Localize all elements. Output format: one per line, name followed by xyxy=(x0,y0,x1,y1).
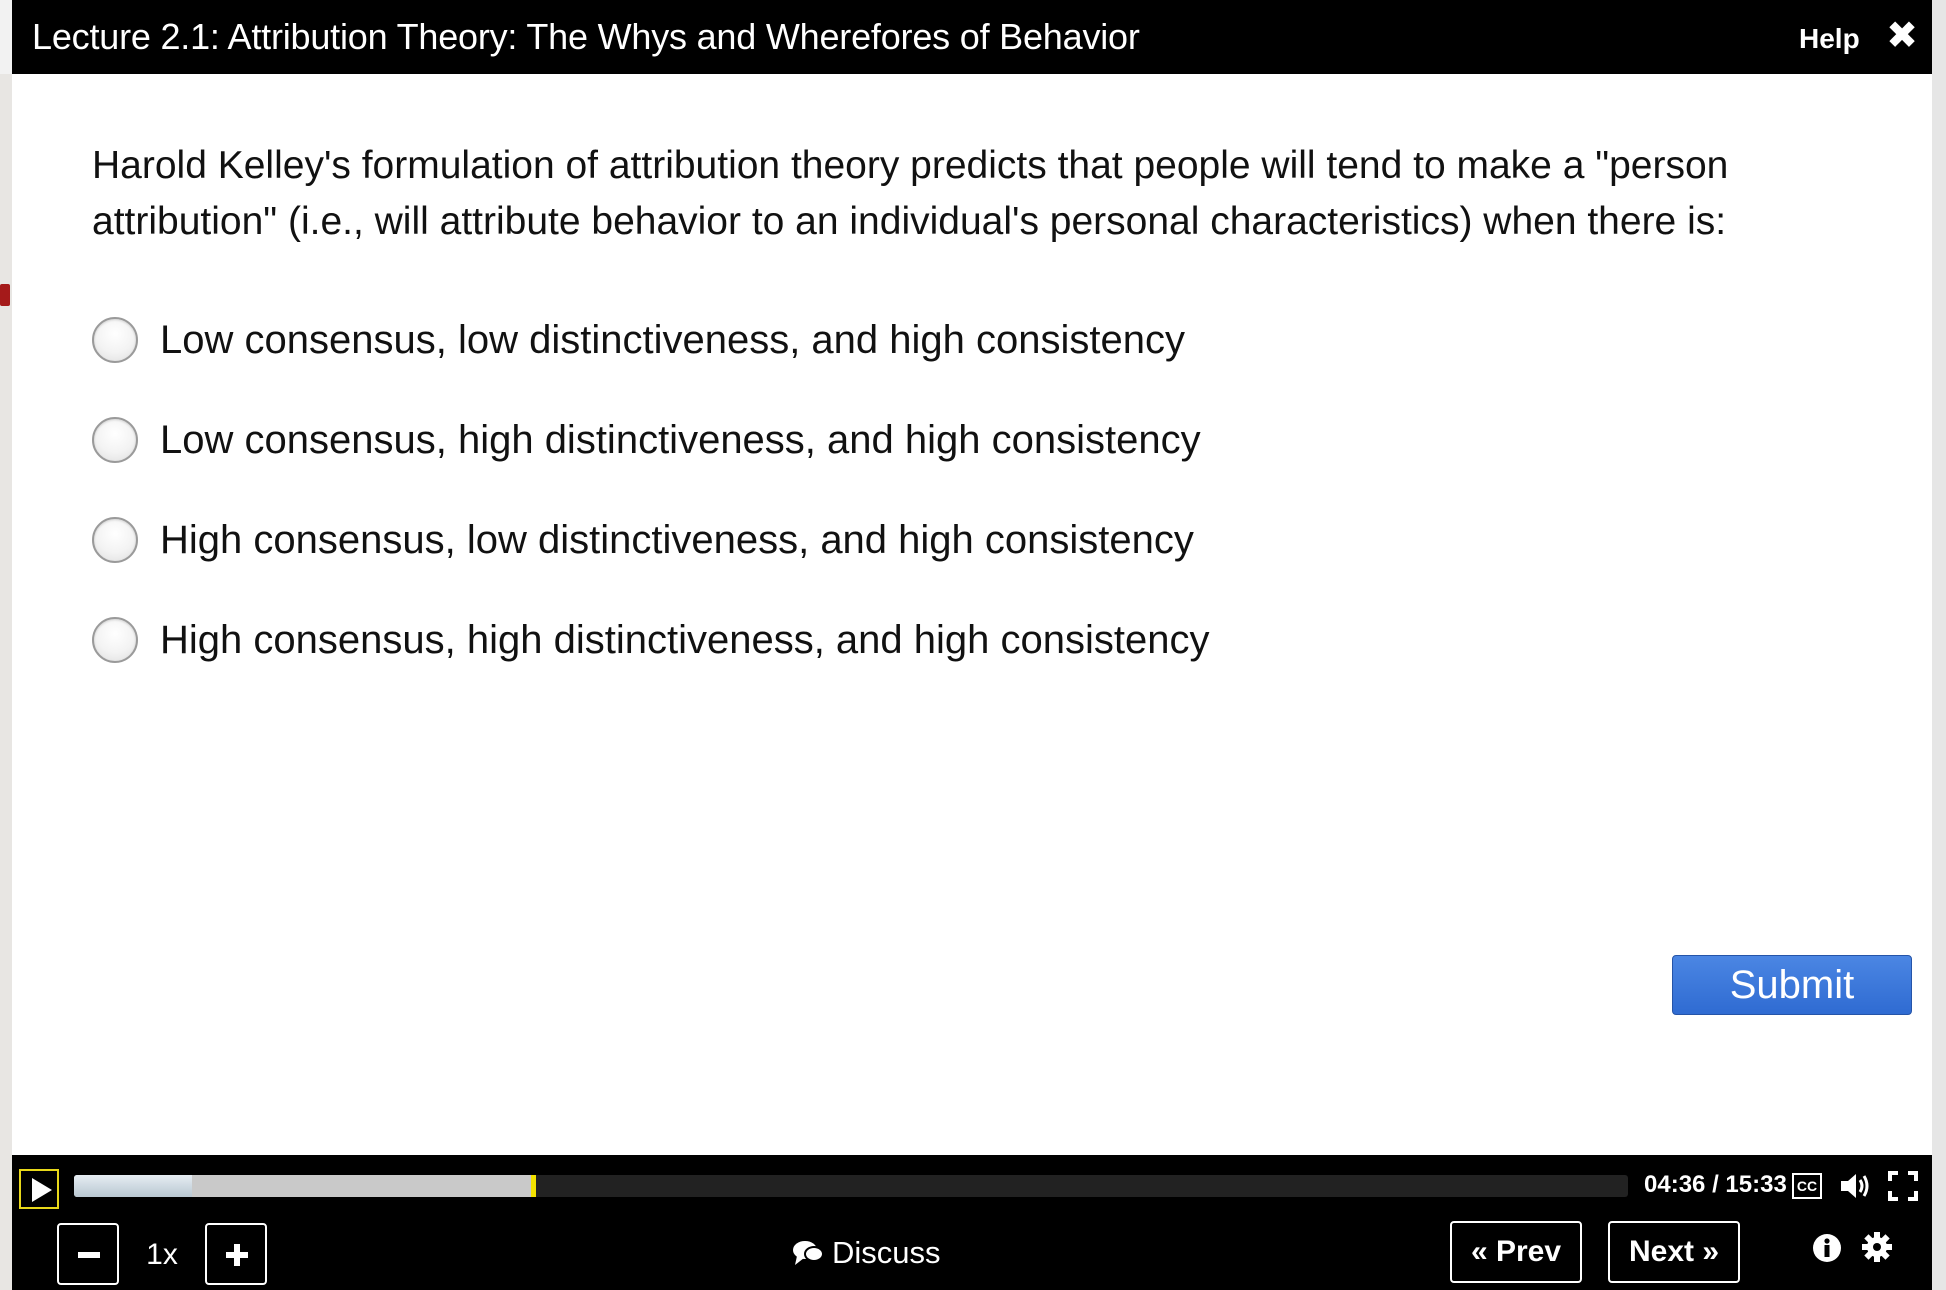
radio-button[interactable] xyxy=(92,317,138,363)
answer-option-label: High consensus, high distinctiveness, and high consistency xyxy=(160,617,1210,662)
fullscreen-icon xyxy=(1888,1171,1918,1201)
closed-captions-button[interactable] xyxy=(1792,1173,1822,1199)
discuss-label: Discuss xyxy=(832,1235,941,1270)
settings-button[interactable] xyxy=(1861,1231,1893,1263)
prev-button[interactable]: « Prev xyxy=(1450,1221,1582,1283)
fullscreen-button[interactable] xyxy=(1888,1171,1918,1201)
progress-playhead[interactable] xyxy=(531,1175,536,1197)
closed-captions-icon: CC xyxy=(1796,1178,1818,1194)
submit-button[interactable]: Submit xyxy=(1672,955,1912,1015)
close-icon: ✖ xyxy=(1886,15,1918,57)
lecture-modal xyxy=(12,0,1932,1290)
radio-button[interactable] xyxy=(92,517,138,563)
next-button[interactable]: Next » xyxy=(1608,1221,1740,1283)
duration: 15:33 xyxy=(1725,1171,1787,1198)
time-display xyxy=(1644,1171,1787,1199)
answer-option-4[interactable] xyxy=(92,610,1292,670)
answer-option-label: Low consensus, low distinctiveness, and high consistency xyxy=(160,317,1185,362)
gear-icon xyxy=(1861,1231,1893,1263)
quiz-question: Harold Kelley's formulation of attribution theory predicts that people will tend to make a "person attribution" (i.e., will attribute behavior to an individual's personal characteristics) when there is: xyxy=(92,144,1729,243)
title-bar xyxy=(12,0,1932,74)
lecture-title: Lecture 2.1: Attribution Theory: The Whys and Wherefores of Behavior xyxy=(32,16,1140,57)
answer-option-label: High consensus, low distinctiveness, and high consistency xyxy=(160,517,1194,562)
speed-increase-button[interactable] xyxy=(205,1223,267,1285)
info-button[interactable] xyxy=(1812,1233,1842,1263)
info-icon xyxy=(1812,1233,1842,1263)
video-player-controls xyxy=(12,1155,1932,1290)
volume-icon xyxy=(1838,1169,1872,1203)
discuss-button[interactable] xyxy=(792,1235,941,1271)
speed-decrease-button[interactable] xyxy=(57,1223,119,1285)
background-page-right-edge xyxy=(1932,0,1946,1290)
time-separator: / xyxy=(1712,1171,1719,1198)
answer-option-label: Low consensus, high distinctiveness, and high consistency xyxy=(160,417,1201,462)
volume-button[interactable] xyxy=(1838,1169,1872,1203)
help-link[interactable]: Help xyxy=(1799,23,1860,54)
radio-button[interactable] xyxy=(92,617,138,663)
progress-played xyxy=(74,1175,192,1197)
playback-speed: 1x xyxy=(146,1238,178,1271)
progress-bar[interactable] xyxy=(74,1175,1628,1197)
background-red-mark xyxy=(0,284,10,306)
play-button[interactable] xyxy=(19,1169,59,1209)
answer-option-3[interactable] xyxy=(92,510,1292,570)
close-button[interactable] xyxy=(1882,14,1922,58)
answer-option-2[interactable] xyxy=(92,410,1292,470)
radio-button[interactable] xyxy=(92,417,138,463)
current-time: 04:36 xyxy=(1644,1171,1706,1198)
answer-option-1[interactable] xyxy=(92,310,1292,370)
speech-bubble-icon xyxy=(792,1239,824,1267)
background-page-left-edge xyxy=(0,74,12,1290)
